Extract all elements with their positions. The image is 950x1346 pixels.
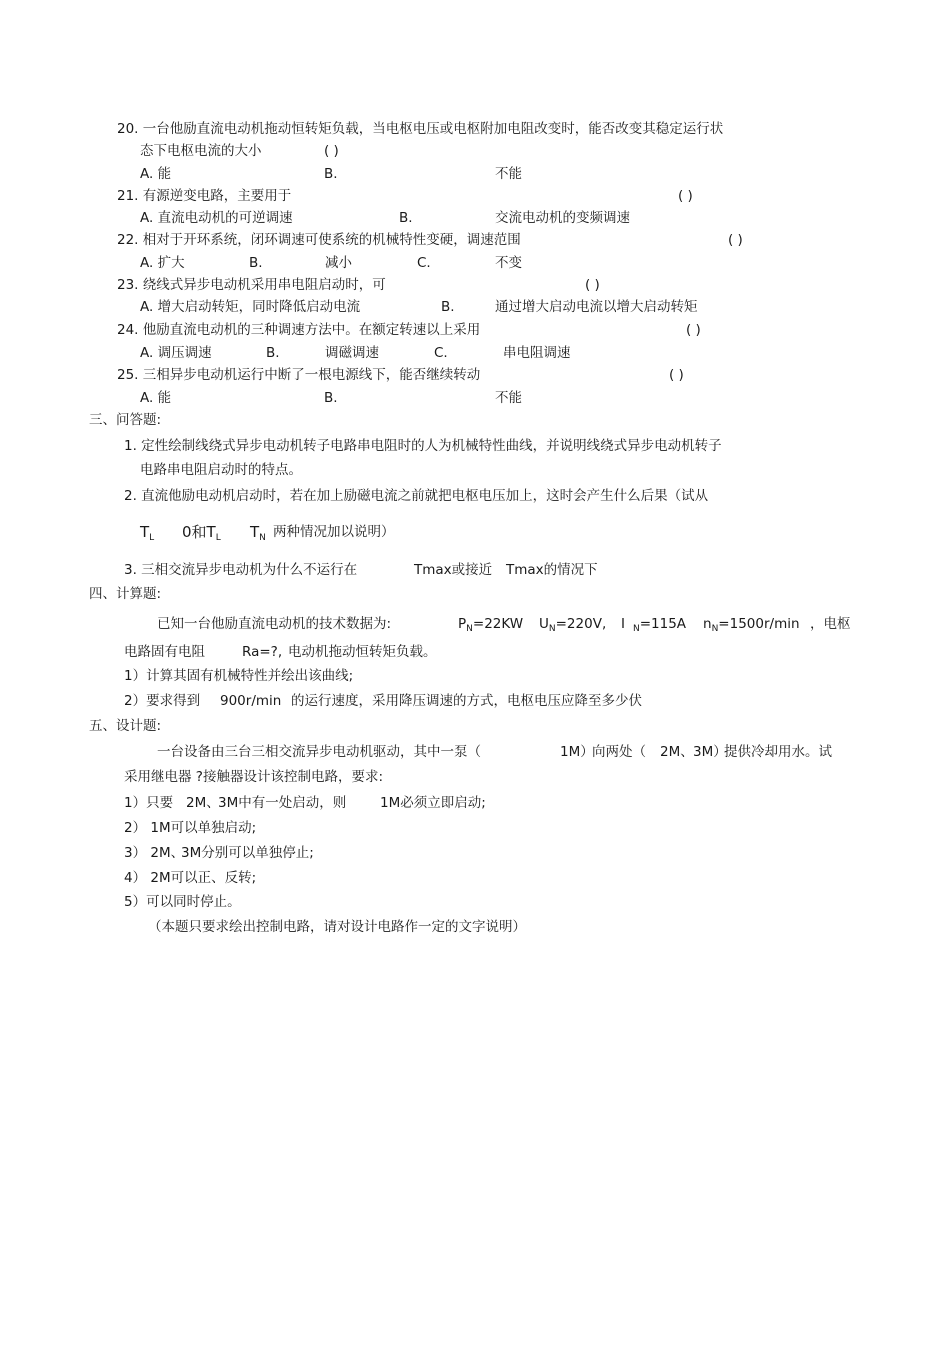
qa-1-line2: 电路串电阻启动时的特点。 bbox=[140, 462, 302, 478]
design-intro-f: 提供冷却用水。试 bbox=[724, 744, 832, 760]
q23-option-a: A. 增大启动转矩，同时降低启动电流 bbox=[140, 299, 361, 315]
q24-option-b-text: 调磁调速 bbox=[325, 345, 379, 361]
design-req-2: 2） 1M可以单独启动; bbox=[124, 820, 257, 836]
q21-option-a: A. 直流电动机的可逆调速 bbox=[140, 210, 293, 226]
q23-text: 23. 绕线式异步电动机采用串电阻启动时，可 bbox=[117, 277, 386, 293]
q22-option-b-label: B. bbox=[249, 255, 263, 271]
qa-3-b: Tmax或接近 bbox=[414, 562, 493, 578]
calc-item-2-b: 900r/min bbox=[220, 693, 282, 709]
qa-2-line1: 2. 直流他励电动机启动时，若在加上励磁电流之前就把电枢电压加上，这时会产生什么后果（试从 bbox=[124, 488, 709, 504]
design-intro-b: 1M） bbox=[560, 744, 594, 760]
q21-option-b-text: 交流电动机的变频调速 bbox=[495, 210, 630, 226]
q24-option-b-label: B. bbox=[266, 345, 280, 361]
calc-item-1: 1）计算其固有机械特性并绘出该曲线; bbox=[124, 668, 354, 684]
design-intro-c: 向两处（ bbox=[592, 744, 646, 760]
design-req-5: 5）可以同时停止。 bbox=[124, 894, 241, 910]
q22-option-a: A. 扩大 bbox=[140, 255, 185, 271]
q24-option-a: A. 调压调速 bbox=[140, 345, 212, 361]
design-req-3-a: 3） 2M、 bbox=[124, 845, 185, 861]
design-req-1-d: 1M必须立即启动; bbox=[380, 795, 486, 811]
design-note: （本题只要求绘出控制电路，请对设计电路作一定的文字说明） bbox=[148, 919, 526, 935]
q24-answer-paren: ( ) bbox=[686, 322, 701, 338]
design-intro-e: 3M） bbox=[693, 744, 727, 760]
q21-answer-paren: ( ) bbox=[678, 188, 693, 204]
calc-tail: ，电枢 bbox=[810, 616, 851, 632]
q23-option-b-text: 通过增大启动电流以增大启动转矩 bbox=[495, 299, 698, 315]
calc-intro: 已知一台他励直流电动机的技术数据为: bbox=[157, 616, 392, 632]
q22-option-c-text: 不变 bbox=[495, 255, 522, 271]
q25-option-b-text: 不能 bbox=[495, 390, 522, 406]
design-req-1-a: 1）只要 bbox=[124, 795, 174, 811]
section-calc-heading: 四、计算题: bbox=[89, 586, 162, 602]
q24-option-c-text: 串电阻调速 bbox=[503, 345, 571, 361]
qa-2-t3: $T_N$ bbox=[250, 523, 266, 543]
q22-text: 22. 相对于开环系统，闭环调速可使系统的机械特性变硬，调速范围 bbox=[117, 232, 521, 248]
q20-option-a: A. 能 bbox=[140, 166, 172, 182]
q25-option-b-label: B. bbox=[324, 390, 338, 406]
calc-item-2-a: 2）要求得到 bbox=[124, 693, 201, 709]
q25-answer-paren: ( ) bbox=[669, 367, 684, 383]
q21-text: 21. 有源逆变电路，主要用于 bbox=[117, 188, 292, 204]
calc-item-2-c: 的运行速度，采用降压调速的方式，电枢电压应降至多少伏 bbox=[291, 693, 642, 709]
section-design-heading: 五、设计题: bbox=[89, 718, 162, 734]
calc-un: $U_N=220V$, bbox=[539, 616, 607, 634]
design-req-1-b: 2M、 bbox=[186, 795, 220, 811]
qa-3-a: 3. 三相交流异步电动机为什么不运行在 bbox=[124, 562, 358, 578]
q20-answer-paren: ( ) bbox=[324, 143, 339, 159]
q22-option-c-label: C. bbox=[417, 255, 431, 271]
q24-option-c-label: C. bbox=[434, 345, 448, 361]
q22-option-b-text: 减小 bbox=[325, 255, 352, 271]
design-intro-d: 2M、 bbox=[660, 744, 694, 760]
q20-option-b-label: B. bbox=[324, 166, 338, 182]
qa-2-end: 两种情况加以说明） bbox=[273, 524, 395, 540]
calc-pn: $P_N=22KW$ bbox=[458, 616, 524, 634]
calc-line2-a: 电路固有电阻 bbox=[124, 644, 205, 660]
qa-3-c: Tmax的情况下 bbox=[506, 562, 598, 578]
q23-option-b-label: B. bbox=[441, 299, 455, 315]
design-req-1-c: 3M中有一处启动，则 bbox=[218, 795, 347, 811]
qa-2-mid: 0和$T_L$ bbox=[182, 523, 221, 543]
q24-text: 24. 他励直流电动机的三种调速方法中。在额定转速以上采用 bbox=[117, 322, 481, 338]
q20-option-b-text: 不能 bbox=[495, 166, 522, 182]
design-line2: 采用继电器 ?接触器设计该控制电路，要求: bbox=[124, 769, 384, 785]
section-qa-heading: 三、问答题: bbox=[89, 412, 162, 428]
q20-line1: 20. 一台他励直流电动机拖动恒转矩负载，当电枢电压或电枢附加电阻改变时，能否改变其稳定运行状 bbox=[117, 121, 724, 137]
design-req-4: 4） 2M可以正、反转; bbox=[124, 870, 257, 886]
q25-option-a: A. 能 bbox=[140, 390, 172, 406]
calc-line2-c: 电动机拖动恒转矩负载。 bbox=[288, 644, 437, 660]
design-req-3-b: 3M分别可以单独停止; bbox=[181, 845, 314, 861]
q21-option-b-label: B. bbox=[399, 210, 413, 226]
q20-line2: 态下电枢电流的大小 bbox=[140, 143, 262, 159]
calc-line2-b: Ra=?, bbox=[242, 644, 283, 660]
calc-nn: $n_N=1500r/\min$ bbox=[703, 616, 800, 634]
design-intro-a: 一台设备由三台三相交流异步电动机驱动，其中一泵（ bbox=[157, 744, 481, 760]
q22-answer-paren: ( ) bbox=[728, 232, 743, 248]
qa-2-t1: $T_L$ bbox=[140, 523, 155, 543]
q23-answer-paren: ( ) bbox=[585, 277, 600, 293]
calc-in: I $_N$=115A bbox=[621, 616, 687, 634]
q25-text: 25. 三相异步电动机运行中断了一根电源线下，能否继续转动 bbox=[117, 367, 481, 383]
qa-1-line1: 1. 定性绘制线绕式异步电动机转子电路串电阻时的人为机械特性曲线，并说明线绕式异步电动机转子 bbox=[124, 438, 722, 454]
